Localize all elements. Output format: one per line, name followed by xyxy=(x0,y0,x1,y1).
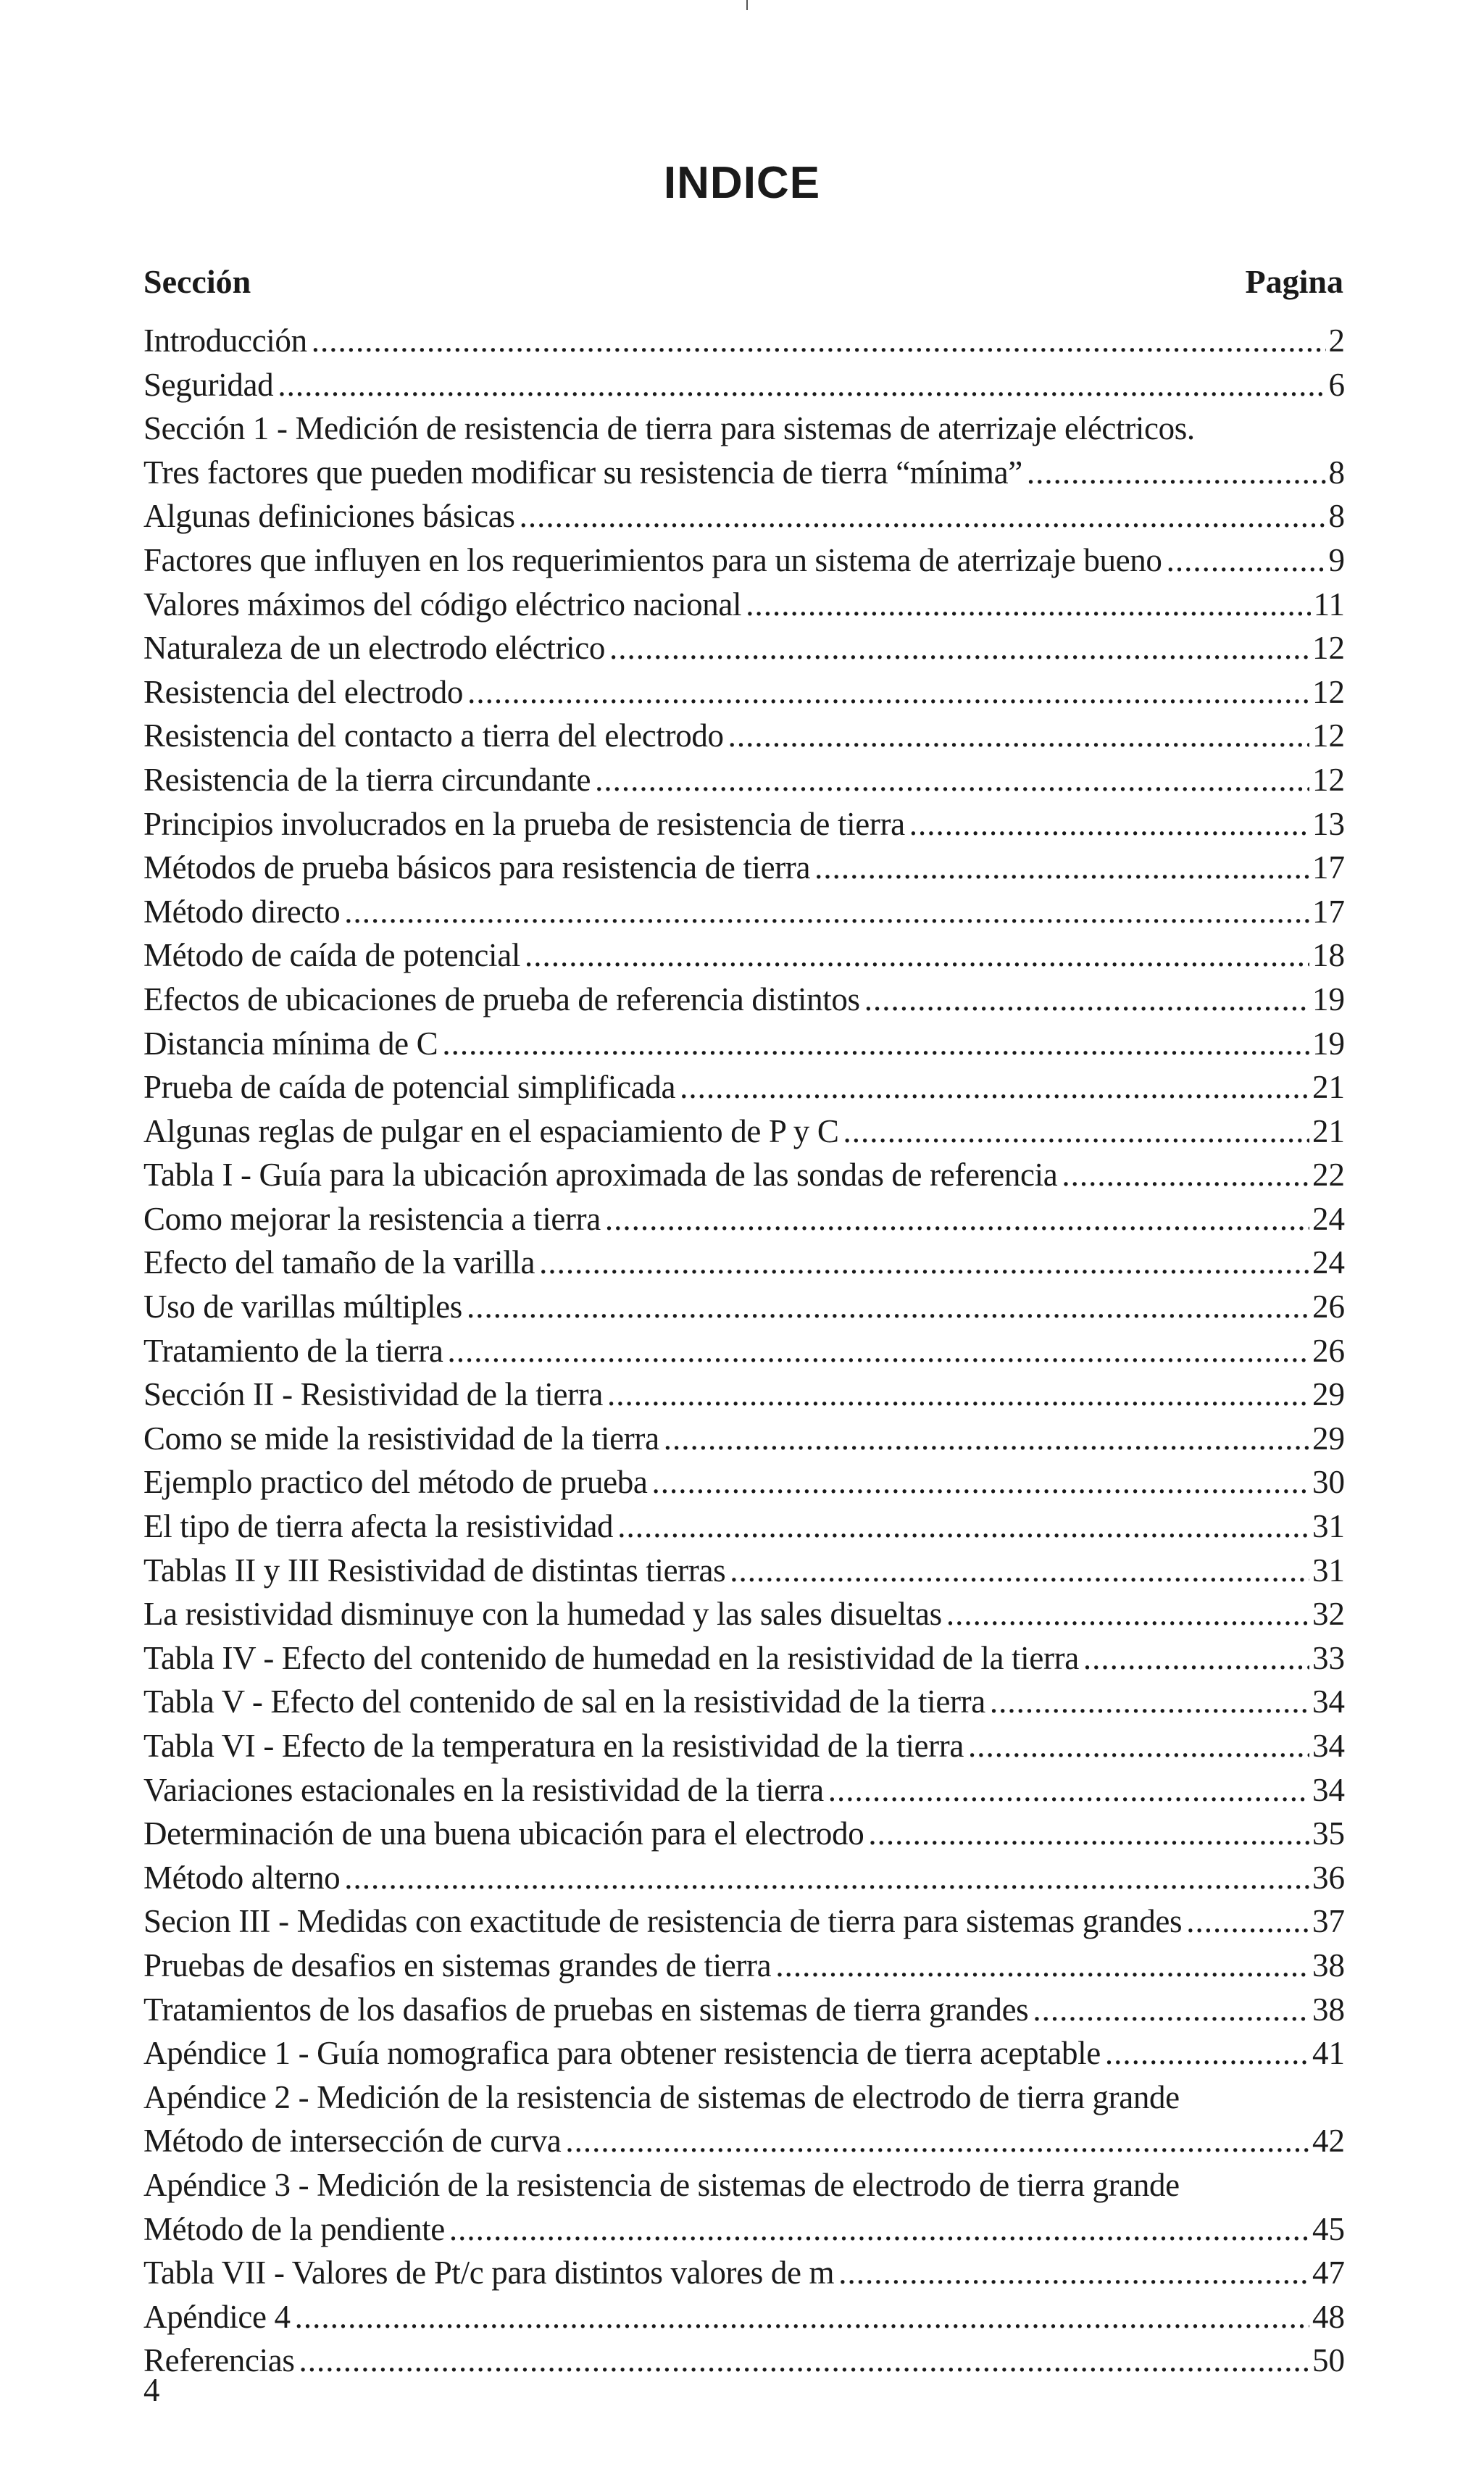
toc-entry-page: 38 xyxy=(1312,1991,1345,2028)
toc-entry xyxy=(143,758,1345,802)
toc-entry-title: Efecto del tamaño de la varilla xyxy=(143,1244,535,1281)
toc-entry-page: 26 xyxy=(1312,1289,1345,1325)
toc-entry xyxy=(143,802,1345,846)
toc-entry-title: Resistencia de la tierra circundante xyxy=(143,761,591,798)
toc-entry xyxy=(143,363,1345,407)
toc-entry-page: 22 xyxy=(1312,1157,1345,1194)
toc-entry-title: El tipo de tierra afecta la resistividad xyxy=(143,1508,614,1545)
toc-entry-page: 41 xyxy=(1312,2035,1345,2072)
toc-entry xyxy=(143,1197,1345,1241)
toc-entry xyxy=(143,2163,1345,2207)
toc-entry-page: 47 xyxy=(1312,2255,1345,2291)
toc-entry-title: Naturaleza de un electrodo eléctrico xyxy=(143,630,606,667)
toc-entry-title: Apéndice 4 xyxy=(143,2298,291,2335)
section-column-label: Sección xyxy=(143,263,251,300)
toc-entry-title: La resistividad disminuye con la humedad y las sales disueltas xyxy=(143,1596,942,1633)
toc-entry xyxy=(143,1504,1345,1549)
toc-entry xyxy=(143,670,1345,715)
toc-entry xyxy=(143,1768,1345,1812)
dot-leader xyxy=(617,1504,1309,1549)
toc-header xyxy=(143,265,1343,299)
dot-leader xyxy=(1062,1153,1309,1197)
toc-entry xyxy=(143,1373,1345,1417)
toc-entry-title: Algunas definiciones básicas xyxy=(143,498,515,535)
toc-entry xyxy=(143,319,1345,363)
toc-entry-page: 8 xyxy=(1328,454,1345,491)
dot-leader xyxy=(605,1197,1309,1241)
dot-leader xyxy=(609,626,1309,670)
toc-entry-page: 32 xyxy=(1312,1596,1345,1633)
toc-entry-title: Apéndice 1 - Guía nomografica para obtener resistencia de tierra aceptable xyxy=(143,2035,1101,2072)
toc-entry xyxy=(143,1944,1345,1988)
toc-entry xyxy=(143,2295,1345,2339)
toc-entry-title: Tabla VII - Valores de Pt/c para distintos valores de m xyxy=(143,2255,835,2291)
dot-leader xyxy=(1027,451,1326,495)
toc-entry xyxy=(143,407,1345,451)
toc-entry-title: Métodos de prueba básicos para resistencia de tierra xyxy=(143,849,811,886)
toc-entry-page: 19 xyxy=(1312,1025,1345,1062)
toc-entry-page: 24 xyxy=(1312,1244,1345,1281)
toc-entry-title: Apéndice 3 - Medición de la resistencia de sistemas de electrodo de tierra grande xyxy=(143,2166,1180,2203)
dot-leader xyxy=(1105,2031,1309,2076)
toc-entry-page: 45 xyxy=(1312,2210,1345,2247)
toc-entry-page: 48 xyxy=(1312,2298,1345,2335)
toc-entry-title: Método de intersección de curva xyxy=(143,2123,562,2160)
toc-entry-page: 9 xyxy=(1328,541,1345,578)
toc-entry-title: Prueba de caída de potencial simplificada xyxy=(143,1069,676,1106)
dot-leader xyxy=(344,890,1309,934)
toc-entry xyxy=(143,1680,1345,1724)
toc-entry xyxy=(143,1329,1345,1373)
toc-entry xyxy=(143,2339,1345,2383)
toc-entry-page: 17 xyxy=(1312,849,1345,886)
dot-leader xyxy=(868,1812,1309,1856)
toc-entry xyxy=(143,538,1345,583)
toc-entry-title: Apéndice 2 - Medición de la resistencia de sistemas de electrodo de tierra grande xyxy=(143,2078,1180,2115)
toc-entry-page: 12 xyxy=(1312,673,1345,710)
toc-entry-title: Tablas II y III Resistividad de distintas tierras xyxy=(143,1552,726,1589)
toc-entry-title: Introducción xyxy=(143,322,307,359)
toc-entry-page: 12 xyxy=(1312,717,1345,754)
toc-entry-page: 21 xyxy=(1312,1069,1345,1106)
toc-entry xyxy=(143,1592,1345,1636)
dot-leader xyxy=(746,583,1310,627)
toc-entry xyxy=(143,1285,1345,1329)
toc-entry-title: Como mejorar la resistencia a tierra xyxy=(143,1200,601,1237)
toc-entry-page: 35 xyxy=(1312,1815,1345,1852)
toc-entry xyxy=(143,1899,1345,1944)
toc-entry xyxy=(143,494,1345,538)
toc-entry xyxy=(143,2207,1345,2252)
dot-leader xyxy=(299,2339,1309,2383)
dot-leader xyxy=(828,1768,1309,1812)
toc-entry-page: 34 xyxy=(1312,1771,1345,1808)
toc-entry-page: 42 xyxy=(1312,2123,1345,2160)
toc-entry-page: 12 xyxy=(1312,630,1345,667)
toc-entry xyxy=(143,583,1345,627)
toc-entry-title: Método de caída de potencial xyxy=(143,937,520,974)
toc-entry-title: Tres factores que pueden modificar su resistencia de tierra “mínima” xyxy=(143,454,1022,491)
dot-leader xyxy=(565,2119,1309,2163)
toc-entry-page: 17 xyxy=(1312,893,1345,930)
toc-entry-title: Resistencia del contacto a tierra del electrodo xyxy=(143,717,724,754)
toc-entry-page: 34 xyxy=(1312,1728,1345,1764)
toc-entry xyxy=(143,978,1345,1022)
toc-entry-title: Ejemplo practico del método de prueba xyxy=(143,1464,648,1501)
toc-entry-title: Tabla IV - Efecto del contenido de humedad en la resistividad de la tierra xyxy=(143,1639,1079,1676)
toc-entry-page: 19 xyxy=(1312,981,1345,1017)
toc-entry-title: Tratamientos de los dasafios de pruebas en sistemas de tierra grandes xyxy=(143,1991,1029,2028)
dot-leader xyxy=(442,1022,1309,1066)
toc-entry xyxy=(143,1065,1345,1110)
dot-leader xyxy=(295,2295,1309,2339)
toc-entry-page: 24 xyxy=(1312,1200,1345,1237)
dot-leader xyxy=(525,933,1309,978)
toc-entry-title: Valores máximos del código eléctrico nacional xyxy=(143,586,742,623)
page-number: 4 xyxy=(143,2372,160,2408)
toc-entry-page: 26 xyxy=(1312,1332,1345,1369)
toc-entry-title: Uso de varillas múltiples xyxy=(143,1289,462,1325)
toc-entry-title: Tratamiento de la tierra xyxy=(143,1332,443,1369)
toc-entry-title: Factores que influyen en los requerimientos para un sistema de aterrizaje bueno xyxy=(143,541,1162,578)
dot-leader xyxy=(467,670,1309,715)
toc-entry-page: 6 xyxy=(1328,366,1345,403)
toc-entry-title: Tabla V - Efecto del contenido de sal en la resistividad de la tierra xyxy=(143,1683,985,1720)
toc-entry-page: 37 xyxy=(1312,1903,1345,1940)
toc-entry-title: Referencias xyxy=(143,2342,295,2379)
toc-entry xyxy=(143,1417,1345,1461)
toc-entry-page: 30 xyxy=(1312,1464,1345,1501)
toc-entry-title: Como se mide la resistividad de la tierra xyxy=(143,1420,659,1457)
dot-leader xyxy=(448,1329,1309,1373)
dot-leader xyxy=(278,363,1325,407)
toc-entry-page: 50 xyxy=(1312,2342,1345,2379)
toc-entry xyxy=(143,1022,1345,1066)
toc-entry-title: Método directo xyxy=(143,893,341,930)
toc-entry xyxy=(143,2119,1345,2163)
toc-entry xyxy=(143,1460,1345,1504)
dot-leader xyxy=(1167,538,1326,583)
toc-entry-title: Resistencia del electrodo xyxy=(143,673,464,710)
dot-leader xyxy=(990,1680,1309,1724)
toc-entry xyxy=(143,1812,1345,1856)
dot-leader xyxy=(344,1856,1309,1900)
toc-entry xyxy=(143,2251,1345,2295)
dot-leader xyxy=(728,714,1309,758)
dot-leader xyxy=(814,846,1309,890)
page-title: INDICE xyxy=(663,158,821,208)
toc-entry-page: 31 xyxy=(1312,1508,1345,1545)
toc-entry-title: Tabla I - Guía para la ubicación aproximada de las sondas de referencia xyxy=(143,1157,1058,1194)
toc-entry-title: Principios involucrados en la prueba de resistencia de tierra xyxy=(143,805,905,842)
toc-entry-title: Seguridad xyxy=(143,366,274,403)
dot-leader xyxy=(664,1417,1309,1461)
toc-entry xyxy=(143,1549,1345,1593)
toc-entry xyxy=(143,1988,1345,2032)
dot-leader xyxy=(1186,1899,1309,1944)
toc-entry-page: 36 xyxy=(1312,1859,1345,1896)
toc-entry xyxy=(143,933,1345,978)
toc-entry xyxy=(143,1110,1345,1154)
toc-entry xyxy=(143,1241,1345,1285)
toc-entry-title: Distancia mínima de C xyxy=(143,1025,438,1062)
dot-leader xyxy=(652,1460,1309,1504)
toc-entry xyxy=(143,2076,1345,2120)
toc-entry xyxy=(143,1724,1345,1768)
toc-entry-title: Sección 1 - Medición de resistencia de tierra para sistemas de aterrizaje eléctricos. xyxy=(143,410,1195,447)
toc-entry-title: Tabla VI - Efecto de la temperatura en la resistividad de la tierra xyxy=(143,1728,964,1764)
toc-entry-title: Pruebas de desafios en sistemas grandes de tierra xyxy=(143,1947,772,1983)
dot-leader xyxy=(968,1724,1309,1768)
toc-entry-title: Método alterno xyxy=(143,1859,341,1896)
dot-leader xyxy=(312,319,1326,363)
toc-entry-page: 21 xyxy=(1312,1112,1345,1149)
dot-leader xyxy=(607,1373,1309,1417)
toc-entry-page: 34 xyxy=(1312,1683,1345,1720)
toc-entry-title: Algunas reglas de pulgar en el espaciamiento de P y C xyxy=(143,1112,839,1149)
toc-entry-page: 33 xyxy=(1312,1639,1345,1676)
toc-entry xyxy=(143,890,1345,934)
toc-entry-page: 8 xyxy=(1328,498,1345,535)
dot-leader xyxy=(946,1592,1309,1636)
toc-entry-title: Efectos de ubicaciones de prueba de referencia distintos xyxy=(143,981,860,1017)
toc-entry xyxy=(143,1636,1345,1681)
toc-entry xyxy=(143,1856,1345,1900)
dot-leader xyxy=(467,1285,1309,1329)
dot-leader xyxy=(838,2251,1309,2295)
dot-leader xyxy=(1033,1988,1309,2032)
toc-entry-page: 31 xyxy=(1312,1552,1345,1589)
dot-leader xyxy=(539,1241,1309,1285)
crop-mark xyxy=(746,0,748,10)
toc-entry-page: 29 xyxy=(1312,1376,1345,1413)
toc-entry-page: 12 xyxy=(1312,761,1345,798)
toc-entry xyxy=(143,714,1345,758)
dot-leader xyxy=(730,1549,1309,1593)
toc-entry-title: Determinación de una buena ubicación para el electrodo xyxy=(143,1815,864,1852)
toc-entry xyxy=(143,846,1345,890)
toc-entry-page: 38 xyxy=(1312,1947,1345,1983)
page-column-label: Pagina xyxy=(1245,263,1343,300)
table-of-contents xyxy=(143,319,1345,2383)
toc-entry xyxy=(143,2031,1345,2076)
toc-entry-page: 18 xyxy=(1312,937,1345,974)
toc-entry-page: 11 xyxy=(1313,586,1345,623)
toc-entry xyxy=(143,1153,1345,1197)
toc-entry-title: Secion III - Medidas con exactitude de resistencia de tierra para sistemas grandes xyxy=(143,1903,1183,1940)
toc-entry xyxy=(143,626,1345,670)
toc-entry-page: 29 xyxy=(1312,1420,1345,1457)
dot-leader xyxy=(775,1944,1309,1988)
dot-leader xyxy=(843,1110,1310,1154)
toc-entry-page: 13 xyxy=(1312,805,1345,842)
dot-leader xyxy=(595,758,1309,802)
toc-entry-title: Variaciones estacionales en la resistividad de la tierra xyxy=(143,1771,824,1808)
dot-leader xyxy=(1083,1636,1309,1681)
toc-entry-title: Sección II - Resistividad de la tierra xyxy=(143,1376,603,1413)
dot-leader xyxy=(680,1065,1309,1110)
toc-entry-title: Método de la pendiente xyxy=(143,2210,445,2247)
toc-entry xyxy=(143,451,1345,495)
toc-entry-page: 2 xyxy=(1328,322,1345,359)
dot-leader xyxy=(909,802,1309,846)
dot-leader xyxy=(864,978,1309,1022)
dot-leader xyxy=(449,2207,1309,2252)
dot-leader xyxy=(520,494,1326,538)
